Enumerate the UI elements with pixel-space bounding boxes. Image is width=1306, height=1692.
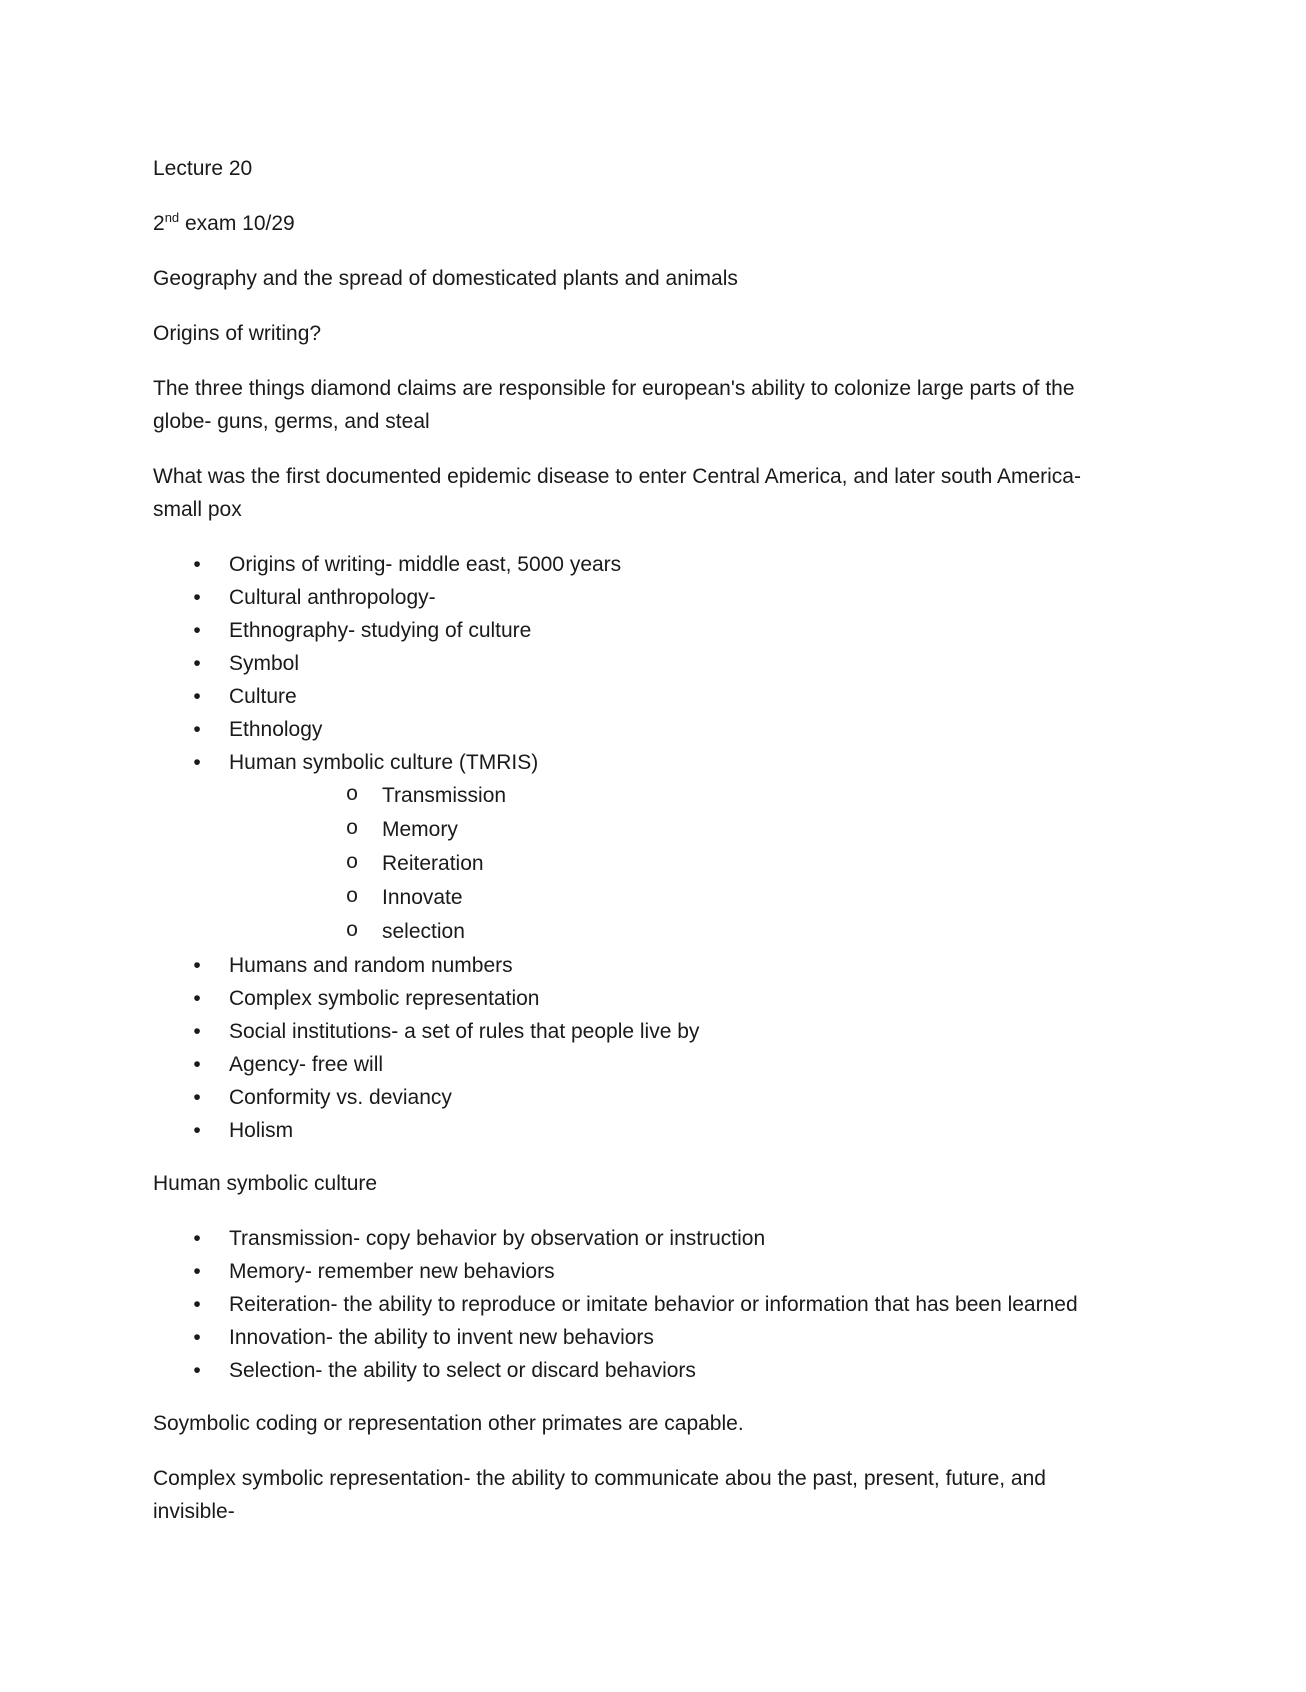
- epidemic-line-1: What was the first documented epidemic disease to enter Central America, and later south America-: [153, 465, 1081, 488]
- tmris-sublist: [229, 779, 1133, 949]
- complex-representation-paragraph: [153, 1462, 1133, 1528]
- exam-date-text: exam 10/29: [179, 212, 295, 235]
- exam-number: 2: [153, 212, 165, 235]
- sublist-item-text: selection: [382, 920, 465, 943]
- human-symbolic-culture-heading: Human symbolic culture: [153, 1172, 378, 1195]
- bullet-icon: •: [193, 718, 201, 741]
- list-item: [153, 1015, 1133, 1048]
- sublist-item: [229, 915, 1133, 949]
- sublist-item-text: Innovate: [382, 886, 463, 909]
- sublist-item-text: Reiteration: [382, 852, 484, 875]
- exam-ordinal-suffix: nd: [164, 210, 180, 225]
- lecture-title: Lecture 20: [153, 157, 253, 180]
- list-item-text: Selection- the ability to select or discard behaviors: [229, 1359, 696, 1382]
- list-item-text: Ethnography- studying of culture: [229, 619, 532, 642]
- bullet-icon: •: [193, 1119, 201, 1142]
- bullet-icon: •: [193, 1260, 201, 1283]
- list-item: [153, 1354, 1133, 1387]
- topics-list: [153, 548, 1133, 1147]
- origins-question: Origins of writing?: [153, 322, 322, 345]
- circle-bullet-icon: o: [345, 784, 359, 807]
- sublist-item: [229, 779, 1133, 813]
- bullet-icon: •: [193, 751, 201, 774]
- list-item-text: Conformity vs. deviancy: [229, 1086, 452, 1109]
- list-item: [153, 647, 1133, 680]
- circle-bullet-icon: o: [345, 852, 359, 875]
- bullet-icon: •: [193, 652, 201, 675]
- list-item: [153, 1255, 1133, 1288]
- hsc-definitions-list: [153, 1222, 1133, 1387]
- list-item-text: Social institutions- a set of rules that people live by: [229, 1020, 700, 1043]
- sublist-item-text: Memory: [382, 818, 458, 841]
- sublist-item: [229, 847, 1133, 881]
- list-item: [153, 746, 1133, 949]
- epidemic-line-2: small pox: [153, 498, 242, 521]
- list-item: [153, 949, 1133, 982]
- sublist-item-text: Transmission: [382, 784, 507, 807]
- bullet-icon: •: [193, 1020, 201, 1043]
- bullet-icon: •: [193, 1227, 201, 1250]
- bullet-icon: •: [193, 1086, 201, 1109]
- three-things-line-1: The three things diamond claims are responsible for european's ability to colonize large parts of the: [153, 377, 1075, 400]
- list-item-text: Complex symbolic representation: [229, 987, 540, 1010]
- bullet-icon: •: [193, 586, 201, 609]
- list-item: [153, 1114, 1133, 1147]
- list-item-text: Cultural anthropology-: [229, 586, 436, 609]
- list-item-text: Symbol: [229, 652, 300, 675]
- bullet-icon: •: [193, 1053, 201, 1076]
- list-item-text: Ethnology: [229, 718, 323, 741]
- sublist-item: [229, 813, 1133, 847]
- bullet-icon: •: [193, 1293, 201, 1316]
- three-things-paragraph: [153, 372, 1133, 438]
- circle-bullet-icon: o: [345, 886, 359, 909]
- list-item: [153, 982, 1133, 1015]
- list-item-text: Culture: [229, 685, 297, 708]
- epidemic-paragraph: [153, 460, 1133, 526]
- bullet-icon: •: [193, 685, 201, 708]
- list-item-text: Humans and random numbers: [229, 954, 513, 977]
- exam-date-line: [153, 207, 1133, 240]
- list-item: [153, 581, 1133, 614]
- complex-line-2: invisible-: [153, 1500, 235, 1523]
- geography-paragraph: Geography and the spread of domesticated plants and animals: [153, 267, 738, 290]
- list-item: [153, 680, 1133, 713]
- sublist-item: [229, 881, 1133, 915]
- document-body: [153, 152, 1133, 1550]
- list-item-text: Holism: [229, 1119, 294, 1142]
- complex-line-1: Complex symbolic representation- the ability to communicate abou the past, present, future, and: [153, 1467, 1046, 1490]
- list-item: [153, 1321, 1133, 1354]
- list-item: [153, 713, 1133, 746]
- circle-bullet-icon: o: [345, 818, 359, 841]
- list-item-text: Human symbolic culture (TMRIS): [229, 751, 539, 774]
- three-things-line-2: globe- guns, germs, and steal: [153, 410, 430, 433]
- soymbolic-paragraph: Soymbolic coding or representation other primates are capable.: [153, 1412, 744, 1435]
- bullet-icon: •: [193, 1326, 201, 1349]
- list-item: [153, 1081, 1133, 1114]
- list-item: [153, 548, 1133, 581]
- bullet-icon: •: [193, 954, 201, 977]
- list-item: [153, 1288, 1133, 1321]
- list-item-text: Transmission- copy behavior by observation or instruction: [229, 1227, 766, 1250]
- bullet-icon: •: [193, 1359, 201, 1382]
- circle-bullet-icon: o: [345, 920, 359, 943]
- bullet-icon: •: [193, 553, 201, 576]
- list-item: [153, 1048, 1133, 1081]
- bullet-icon: •: [193, 619, 201, 642]
- list-item-text: Innovation- the ability to invent new behaviors: [229, 1326, 654, 1349]
- list-item-text: Memory- remember new behaviors: [229, 1260, 555, 1283]
- list-item-text: Origins of writing- middle east, 5000 years: [229, 553, 622, 576]
- list-item-text: Agency- free will: [229, 1053, 384, 1076]
- list-item: [153, 614, 1133, 647]
- list-item-text: Reiteration- the ability to reproduce or imitate behavior or information that has been learned: [229, 1293, 1078, 1316]
- list-item: [153, 1222, 1133, 1255]
- bullet-icon: •: [193, 987, 201, 1010]
